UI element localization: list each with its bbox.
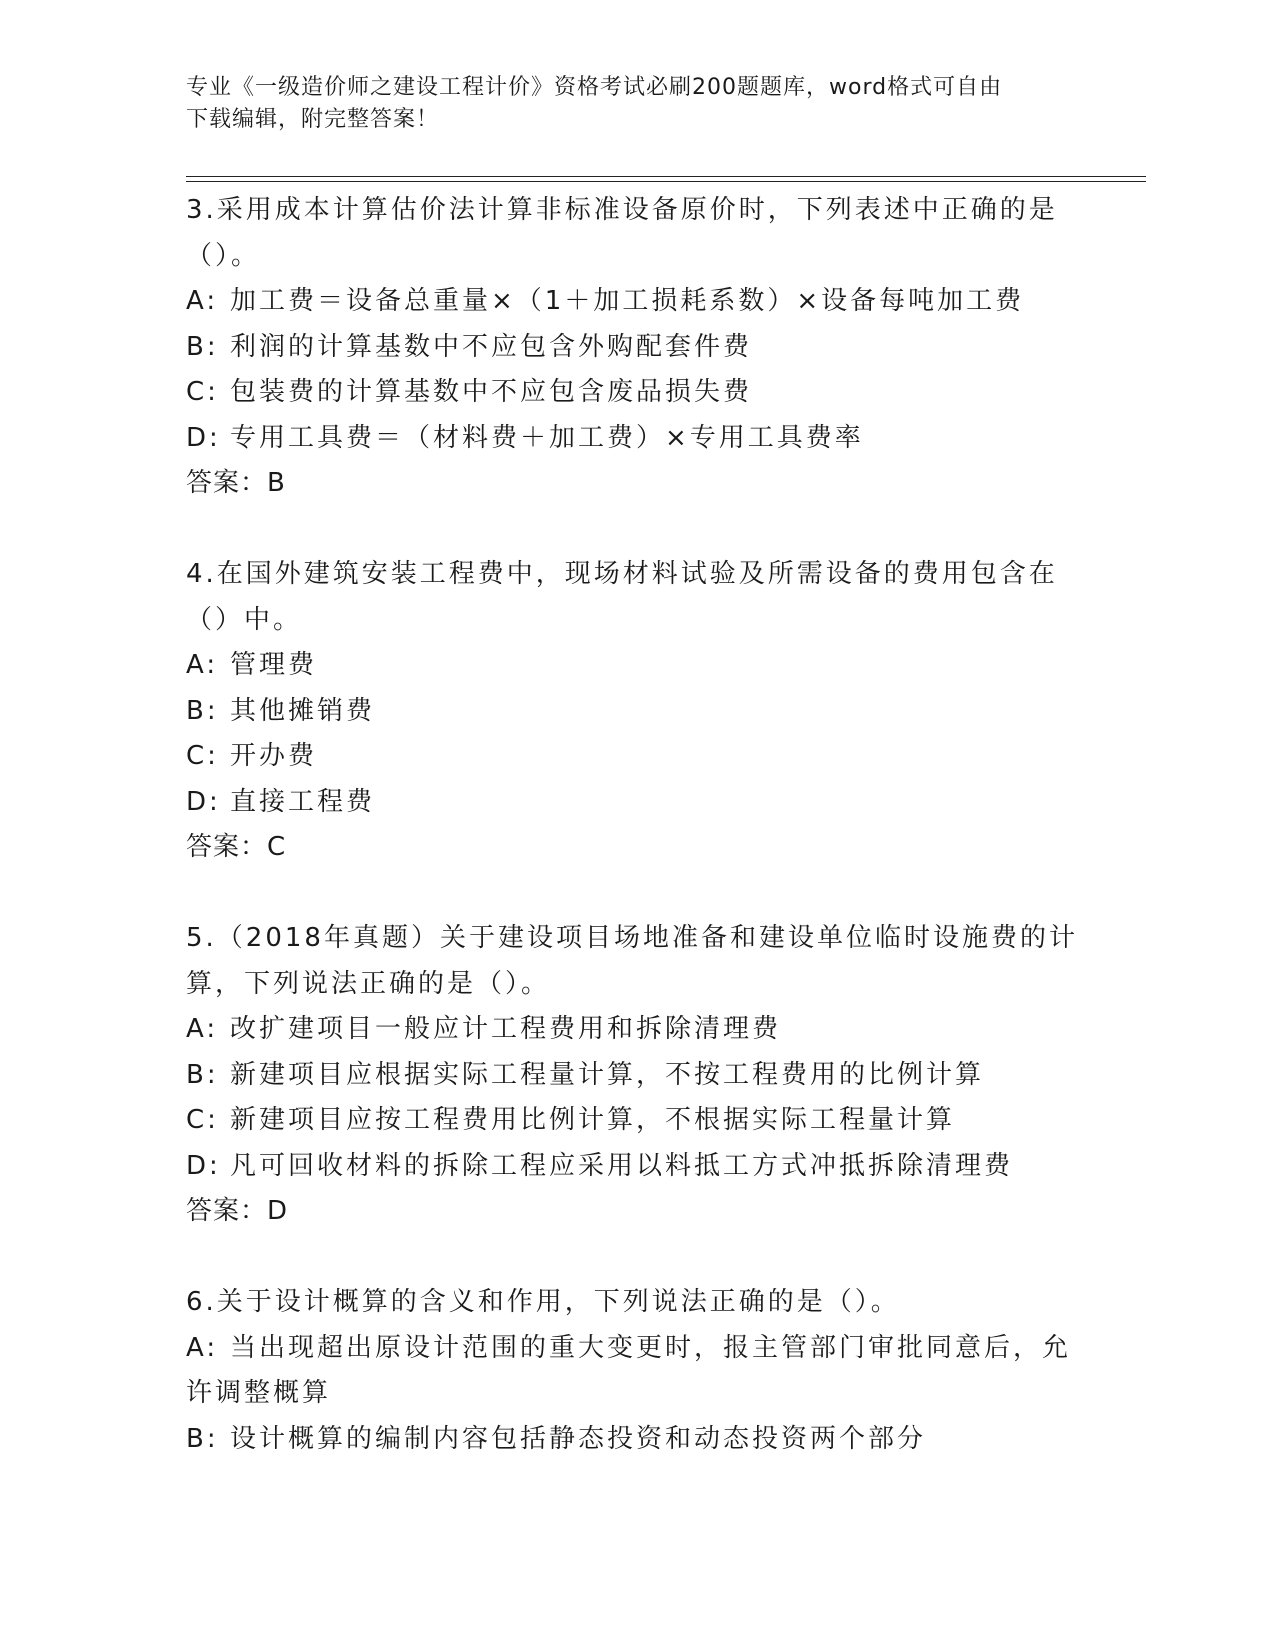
option-text: 其他摊销费 bbox=[230, 695, 376, 726]
document-header bbox=[186, 72, 1086, 136]
option-text: 设计概算的编制内容包括静态投资和动态投资两个部分 bbox=[230, 1423, 927, 1454]
option-text: 当出现超出原设计范围的重大变更时，报主管部门审批同意后，允 bbox=[230, 1332, 1072, 1363]
option-key: D: bbox=[186, 786, 221, 817]
header-divider-top bbox=[186, 176, 1146, 177]
option-key: D: bbox=[186, 1150, 221, 1181]
option-key: A: bbox=[186, 1014, 219, 1044]
option-text: 直接工程费 bbox=[230, 786, 376, 817]
option-key: B: bbox=[186, 1059, 219, 1090]
option-b bbox=[186, 689, 1106, 735]
option-text: 改扩建项目一般应计工程费用和拆除清理费 bbox=[230, 1014, 782, 1044]
option-a bbox=[186, 1326, 1106, 1372]
option-key: A: bbox=[186, 650, 219, 680]
option-key: B: bbox=[186, 695, 219, 726]
option-a bbox=[186, 643, 1106, 689]
question-5 bbox=[186, 916, 1106, 1235]
answer-label: 答案：B bbox=[186, 468, 286, 498]
question-stem: （）中。 bbox=[186, 604, 303, 635]
question-6 bbox=[186, 1280, 1106, 1462]
header-line-1: 专业《一级造价师之建设工程计价》资格考试必刷200题题库，word格式可自由 bbox=[186, 75, 1003, 100]
option-text: 利润的计算基数中不应包含外购配套件费 bbox=[230, 331, 753, 362]
header-line-2: 下载编辑，附完整答案！ bbox=[186, 107, 440, 132]
option-a bbox=[186, 1007, 1106, 1053]
option-b bbox=[186, 325, 1106, 371]
option-key: B: bbox=[186, 1423, 219, 1454]
option-b bbox=[186, 1417, 1106, 1463]
option-key: A: bbox=[186, 286, 219, 316]
header-divider-bottom bbox=[186, 181, 1146, 182]
option-key: B: bbox=[186, 331, 219, 362]
option-text: 新建项目应按工程费用比例计算，不根据实际工程量计算 bbox=[230, 1105, 956, 1135]
option-d bbox=[186, 416, 1106, 462]
option-c bbox=[186, 734, 1106, 780]
option-key: C: bbox=[186, 741, 219, 771]
option-a-continuation: 许调整概算 bbox=[186, 1378, 332, 1408]
question-stem: 4.在国外建筑安装工程费中，现场材料试验及所需设备的费用包含在 bbox=[186, 559, 1058, 589]
option-d bbox=[186, 780, 1106, 826]
option-b bbox=[186, 1053, 1106, 1099]
option-text: 包装费的计算基数中不应包含废品损失费 bbox=[230, 377, 753, 407]
question-stem: 6.关于设计概算的含义和作用，下列说法正确的是（）。 bbox=[186, 1287, 900, 1317]
option-c bbox=[186, 370, 1106, 416]
option-d bbox=[186, 1144, 1106, 1190]
answer-label: 答案：C bbox=[186, 832, 287, 862]
answer-label: 答案：D bbox=[186, 1196, 289, 1226]
question-4 bbox=[186, 552, 1106, 871]
option-c bbox=[186, 1098, 1106, 1144]
question-stem: 算，下列说法正确的是（）。 bbox=[186, 968, 551, 999]
option-text: 管理费 bbox=[230, 650, 318, 680]
option-text: 专用工具费＝（材料费＋加工费）×专用工具费率 bbox=[230, 422, 864, 453]
question-stem: 5.（2018年真题）关于建设项目场地准备和建设单位临时设施费的计 bbox=[186, 923, 1078, 953]
option-text: 开办费 bbox=[230, 741, 318, 771]
option-key: D: bbox=[186, 422, 221, 453]
option-text: 凡可回收材料的拆除工程应采用以料抵工方式冲抵拆除清理费 bbox=[230, 1150, 1014, 1181]
option-key: A: bbox=[186, 1332, 219, 1363]
question-stem: （）。 bbox=[186, 240, 261, 271]
option-text: 新建项目应根据实际工程量计算，不按工程费用的比例计算 bbox=[230, 1059, 985, 1090]
option-key: C: bbox=[186, 377, 219, 407]
question-3 bbox=[186, 188, 1106, 507]
question-stem: 3.采用成本计算估价法计算非标准设备原价时，下列表述中正确的是 bbox=[186, 195, 1058, 225]
option-a bbox=[186, 279, 1106, 325]
option-key: C: bbox=[186, 1105, 219, 1135]
option-text: 加工费＝设备总重量×（1＋加工损耗系数）×设备每吨加工费 bbox=[230, 286, 1025, 316]
